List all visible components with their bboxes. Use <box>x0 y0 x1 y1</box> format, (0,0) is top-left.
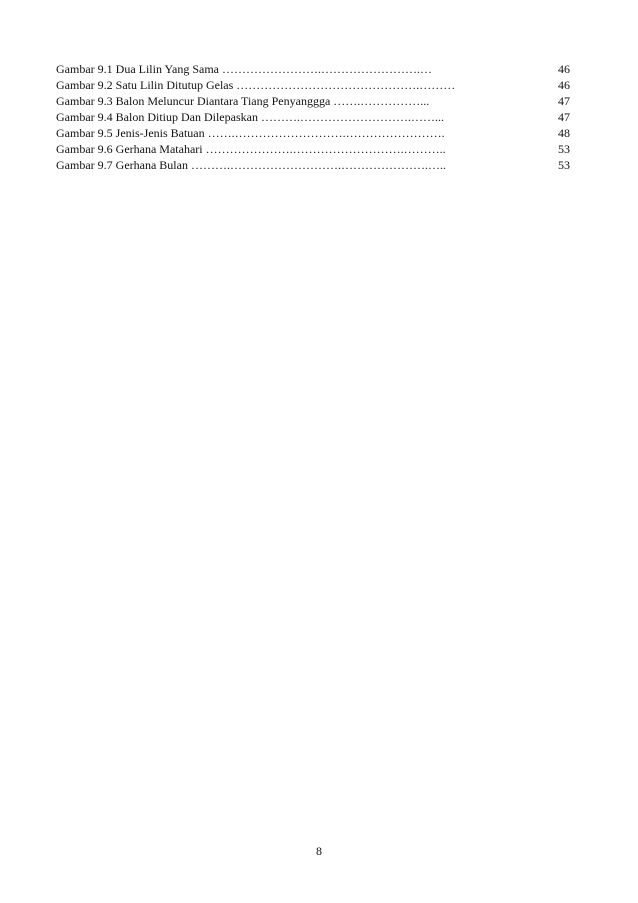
figure-entry-text: Gambar 9.1 Dua Lilin Yang Sama …………………….…………………….… <box>56 62 432 76</box>
page-number: 8 <box>316 844 322 858</box>
figure-entry-9-4 <box>56 109 570 125</box>
figure-entry-text: Gambar 9.4 Balon Ditiup Dan Dilepaskan ……….……………………….……... <box>56 110 444 124</box>
figure-entry-page: 53 <box>558 142 570 156</box>
figure-entry-9-1 <box>56 61 570 77</box>
figure-entry-page: 48 <box>558 126 570 140</box>
figure-entry-text: Gambar 9.3 Balon Meluncur Diantara Tiang Penyanggga …….……………... <box>56 94 430 108</box>
figure-entry-page: 46 <box>558 62 570 76</box>
figure-entry-text: Gambar 9.5 Jenis-Jenis Batuan …….……………………….……………………. <box>56 126 445 140</box>
list-of-figures <box>56 61 570 173</box>
figure-entry-9-2 <box>56 77 570 93</box>
figure-entry-page: 47 <box>558 94 570 108</box>
figure-entry-page: 46 <box>558 78 570 92</box>
figure-entry-text: Gambar 9.2 Satu Lilin Ditutup Gelas ……………………………………….……… <box>56 78 456 92</box>
figure-entry-9-5 <box>56 125 570 141</box>
figure-entry-page: 53 <box>558 158 570 172</box>
figure-entry-9-7 <box>56 157 570 173</box>
figure-entry-text: Gambar 9.7 Gerhana Bulan ……….……………………….………………….….. <box>56 158 446 172</box>
figure-entry-9-3 <box>56 93 570 109</box>
figure-entry-text: Gambar 9.6 Gerhana Matahari ………………….……………………….……….. <box>56 142 446 156</box>
figure-entry-9-6 <box>56 141 570 157</box>
figure-entry-page: 47 <box>558 110 570 124</box>
